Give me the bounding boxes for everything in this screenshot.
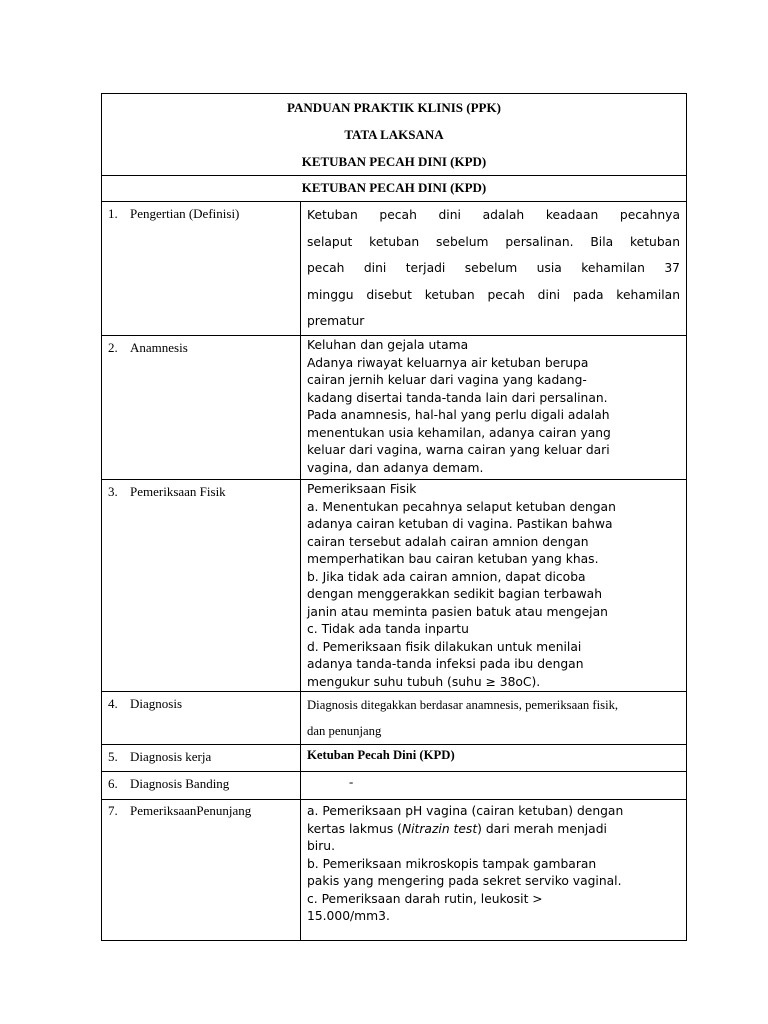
text-line: prematur	[307, 314, 365, 328]
row-label: Diagnosis kerja	[130, 749, 212, 764]
text-line: adanya tanda-tanda infeksi pada ibu dengan	[307, 657, 584, 671]
text-line	[307, 821, 680, 839]
text-line: Diagnosis ditegakkan berdasar anamnesis, pemeriksaan fisik,	[307, 698, 619, 712]
subheader-cell: KETUBAN PECAH DINI (KPD)	[102, 176, 687, 202]
text-line: minggu disebut ketuban pecah dini pada kehamilan	[307, 287, 680, 302]
text-line: Keluhan dan gejala utama	[307, 338, 469, 352]
text-line: a. Menentukan pecahnya selaput ketuban dengan	[307, 499, 616, 514]
text-line: kadang disertai tanda-tanda lain dari persalinan.	[307, 390, 608, 405]
text-line: biru.	[307, 839, 335, 853]
text-line: Pemeriksaan Fisik	[307, 482, 417, 496]
title-line-3: KETUBAN PECAH DINI (KPD)	[301, 154, 487, 169]
title-cell	[102, 94, 687, 176]
row-definisi	[102, 202, 687, 336]
label-penunjang	[102, 800, 301, 941]
row-label: Diagnosis Banding	[130, 776, 230, 791]
row-fisik	[102, 480, 687, 692]
row-number: 2.	[108, 340, 118, 355]
row-label: Anamnesis	[130, 340, 188, 355]
text-line: Ketuban pecah dini adalah keadaan pecahnya	[307, 208, 680, 222]
text-line: janin atau meminta pasien batuk atau mengejan	[307, 604, 608, 619]
text-line: memperhatikan bau cairan ketuban yang khas.	[307, 552, 599, 566]
text-fragment: kertas lakmus (	[307, 821, 402, 836]
text-line: selaput ketuban sebelum persalinan. Bila ketuban	[307, 234, 680, 249]
row-number: 5.	[108, 749, 118, 764]
row-label: Pengertian (Definisi)	[130, 206, 240, 221]
nitrazin-test-term: Nitrazin test	[401, 821, 478, 836]
title-row	[102, 94, 687, 176]
row-penunjang	[102, 800, 687, 941]
label-fisik	[102, 480, 301, 692]
title-line-1: PANDUAN PRAKTIK KLINIS (PPK)	[287, 100, 501, 115]
row-label: PemeriksaanPenunjang	[130, 803, 252, 818]
text-line: dengan menggerakkan sedikit bagian terbawah	[307, 587, 603, 601]
content-diagnosis-kerja: Ketuban Pecah Dini (KPD)	[301, 745, 687, 772]
label-diagnosis-banding	[102, 772, 301, 800]
text-line: a. Pemeriksaan pH vagina (cairan ketuban) dengan	[307, 804, 624, 818]
row-diagnosis-banding	[102, 772, 687, 800]
text-line: Pada anamnesis, hal-hal yang perlu digali adalah	[307, 408, 610, 422]
text-line: c. Tidak ada tanda inpartu	[307, 622, 469, 636]
row-number: 7.	[108, 803, 118, 818]
row-label: Diagnosis	[130, 696, 182, 711]
row-number: 4.	[108, 696, 118, 711]
text-line: mengukur suhu tubuh (suhu ≥ 38oC).	[307, 674, 541, 689]
text-line: Adanya riwayat keluarnya air ketuban berupa	[307, 355, 589, 370]
text-line: vagina, dan adanya demam.	[307, 460, 484, 475]
subheader-row	[102, 176, 687, 202]
text-line: d. Pemeriksaan fisik dilakukan untuk menilai	[307, 639, 582, 654]
row-number: 6.	[108, 776, 118, 791]
row-diagnosis-kerja	[102, 745, 687, 772]
content-diagnosis	[301, 692, 687, 745]
content-diagnosis-banding: -	[301, 772, 687, 800]
text-line: cairan jernih keluar dari vagina yang kadang-	[307, 373, 587, 387]
text-line: pecah dini terjadi sebelum usia kehamilan 37	[307, 261, 680, 275]
text-line: menentukan usia kehamilan, adanya cairan yang	[307, 425, 611, 440]
label-anamnesis	[102, 336, 301, 480]
row-diagnosis	[102, 692, 687, 745]
row-anamnesis	[102, 336, 687, 480]
label-diagnosis-kerja	[102, 745, 301, 772]
text-line: dan penunjang	[307, 724, 382, 738]
ppk-table	[101, 93, 687, 941]
content-anamnesis	[301, 336, 687, 480]
label-diagnosis	[102, 692, 301, 745]
text-line: c. Pemeriksaan darah rutin, leukosit >	[307, 891, 543, 906]
text-line: b. Jika tidak ada cairan amnion, dapat dicoba	[307, 569, 586, 584]
content-definisi	[301, 202, 687, 336]
row-label: Pemeriksaan Fisik	[130, 484, 226, 499]
text-line: cairan tersebut adalah cairan amnion dengan	[307, 534, 589, 549]
text-line: b. Pemeriksaan mikroskopis tampak gambaran	[307, 856, 597, 871]
title-line-2: TATA LAKSANA	[344, 127, 444, 142]
text-line: adanya cairan ketuban di vagina. Pastikan bahwa	[307, 517, 613, 531]
text-line: pakis yang mengering pada sekret serviko vaginal.	[307, 874, 622, 888]
text-line: keluar dari vagina, warna cairan yang keluar dari	[307, 443, 610, 457]
content-penunjang	[301, 800, 687, 941]
text-line: 15.000/mm3.	[307, 909, 390, 923]
content-fisik	[301, 480, 687, 692]
row-number: 3.	[108, 484, 118, 499]
row-number: 1.	[108, 206, 118, 221]
label-definisi	[102, 202, 301, 336]
text-fragment: ) dari merah menjadi	[477, 821, 607, 836]
